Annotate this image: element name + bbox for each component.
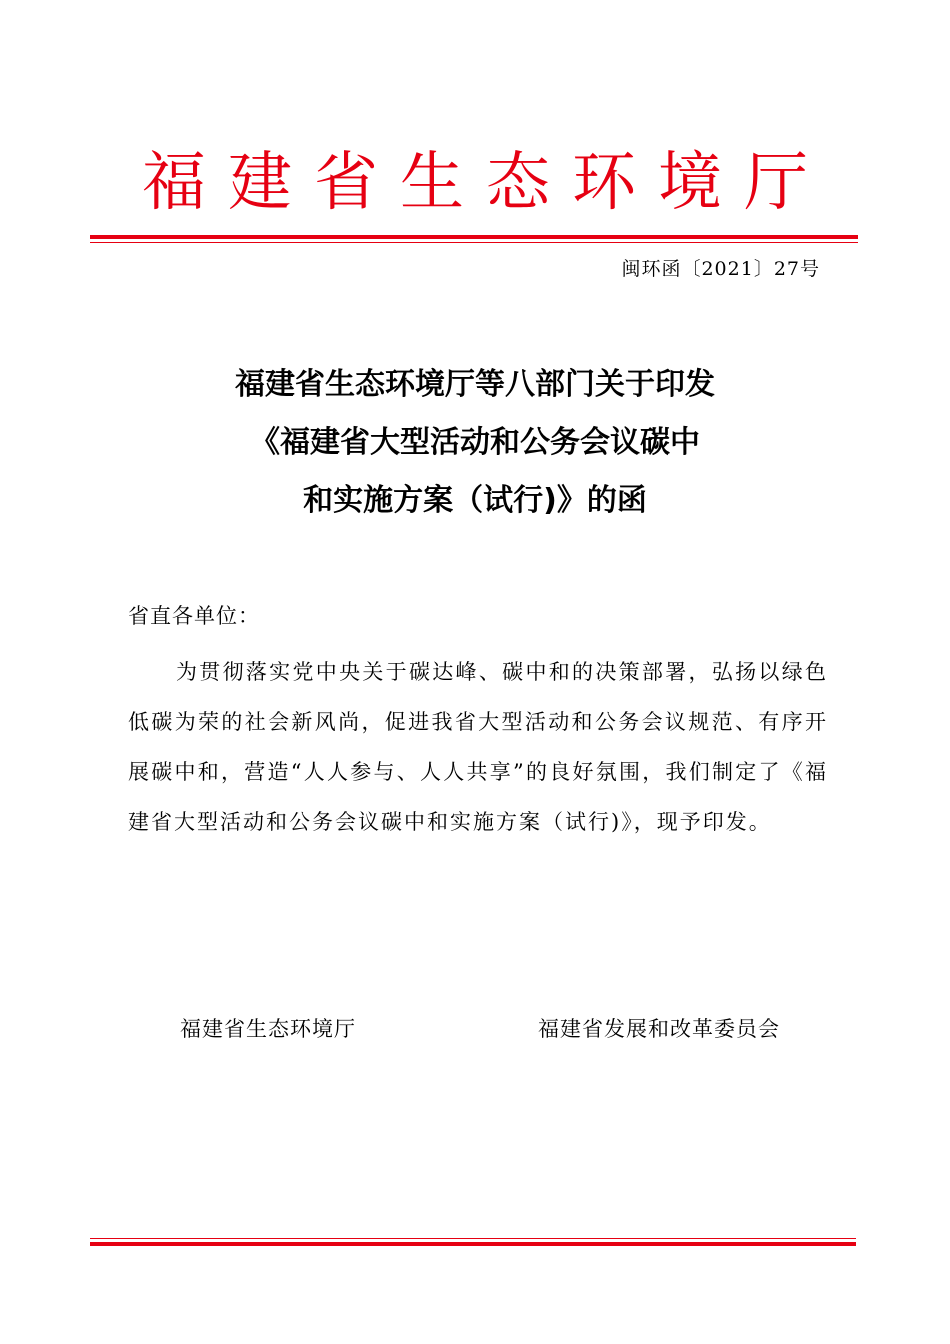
document-title-line: 和实施方案（试行)》的函 — [303, 483, 647, 518]
signature-right: 福建省发展和改革委员会 — [538, 1017, 780, 1041]
signature-left: 福建省生态环境厅 — [180, 1017, 356, 1041]
letterhead-rule-thick — [90, 235, 858, 239]
document-title-line: 《福建省大型活动和公务会议碳中 — [250, 425, 700, 460]
document-title-line: 福建省生态环境厅等八部门关于印发 — [235, 367, 715, 402]
body-paragraph: 为贯彻落实党中央关于碳达峰、碳中和的决策部署，弘扬以绿色低碳为荣的社会新风尚，促进我省大型活动和公务会议规范、有序开展碳中和，营造“人人参与、人人共享”的良好氛围，我们制定了《福建省大型活动和公务会议碳中和实施方案（试行)》，现予印发。 — [128, 660, 828, 834]
footer-rule-thick — [90, 1242, 856, 1246]
letterhead-rule-thin — [90, 242, 858, 243]
footer-rule-thin — [90, 1238, 856, 1239]
document-number: 闽环函〔2021〕27号 — [621, 258, 820, 280]
letterhead-title: 福建省生态环境厅 — [142, 146, 830, 220]
document-title — [0, 356, 950, 530]
salutation: 省直各单位： — [128, 604, 260, 628]
